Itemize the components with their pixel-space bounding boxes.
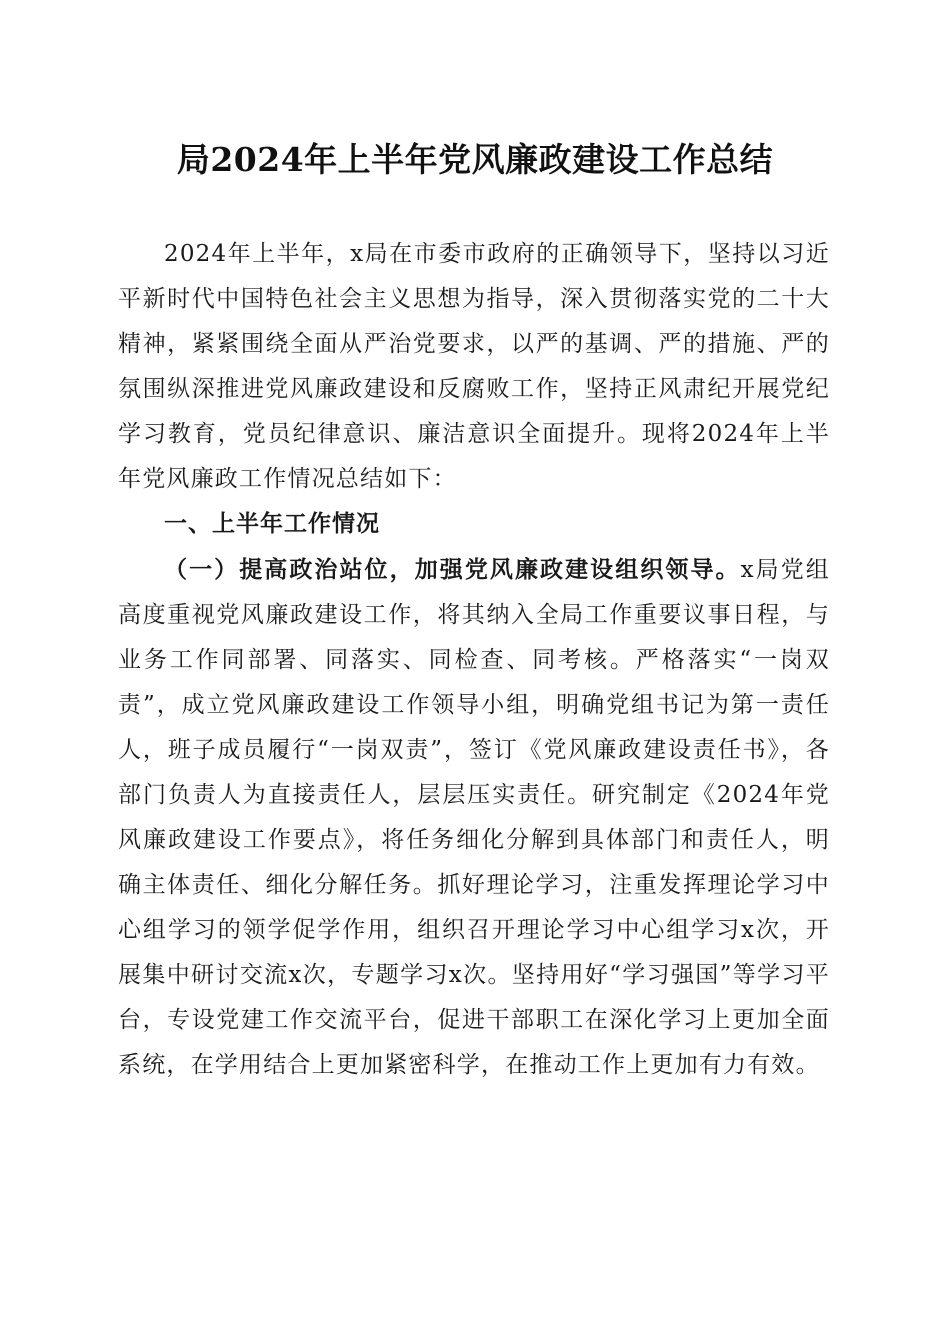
document-title: 局2024年上半年党风廉政建设工作总结 — [176, 140, 774, 179]
section-heading: 一、上半年工作情况 — [164, 511, 380, 537]
subsection-lead: （一）提高政治站位，加强党风廉政建设组织领导。 — [164, 556, 741, 583]
subsection-body: x局党组高度重视党风廉政建设工作，将其纳入全局工作重要议事日程，与业务工作同部署、同落实、同检查、同考核。严格落实“一岗双责”，成立党风廉政建设工作领导小组，明确党组书记为第一责任人，班子成员履行“一岗双责”，签订《党风廉政建设责任书》，各部门负责人为直接责任人，层层压实责任。研究制定《2024年党风廉政建设工作要点》，将任务细化分解到具体部门和责任人，明确主体责任、细化分解任务。抓好理论学习，注重发挥理论学习中心组学习的领学促学作用，组织召开理论学习中心组学习x次，开展集中研讨交流x次，专题学习x次。坚持用好“学习强国”等学习平台，专设党建工作交流平台，促进干部职工在深化学习上更加全面系统，在学用结合上更加紧密科学，在推动工作上更加有力有效。 — [118, 557, 830, 1078]
subsection-paragraph — [118, 547, 830, 1088]
intro-paragraph: 2024年上半年，x局在市委市政府的正确领导下，坚持以习近平新时代中国特色社会主义思想为指导，深入贯彻落实党的二十大精神，紧紧围绕全面从严治党要求，以严的基调、严的措施、严的氛围纵深推进党风廉政建设和反腐败工作，坚持正风肃纪开展党纪学习教育，党员纪律意识、廉洁意识全面提升。现将2024年上半年党风廉政工作情况总结如下： — [118, 241, 830, 492]
